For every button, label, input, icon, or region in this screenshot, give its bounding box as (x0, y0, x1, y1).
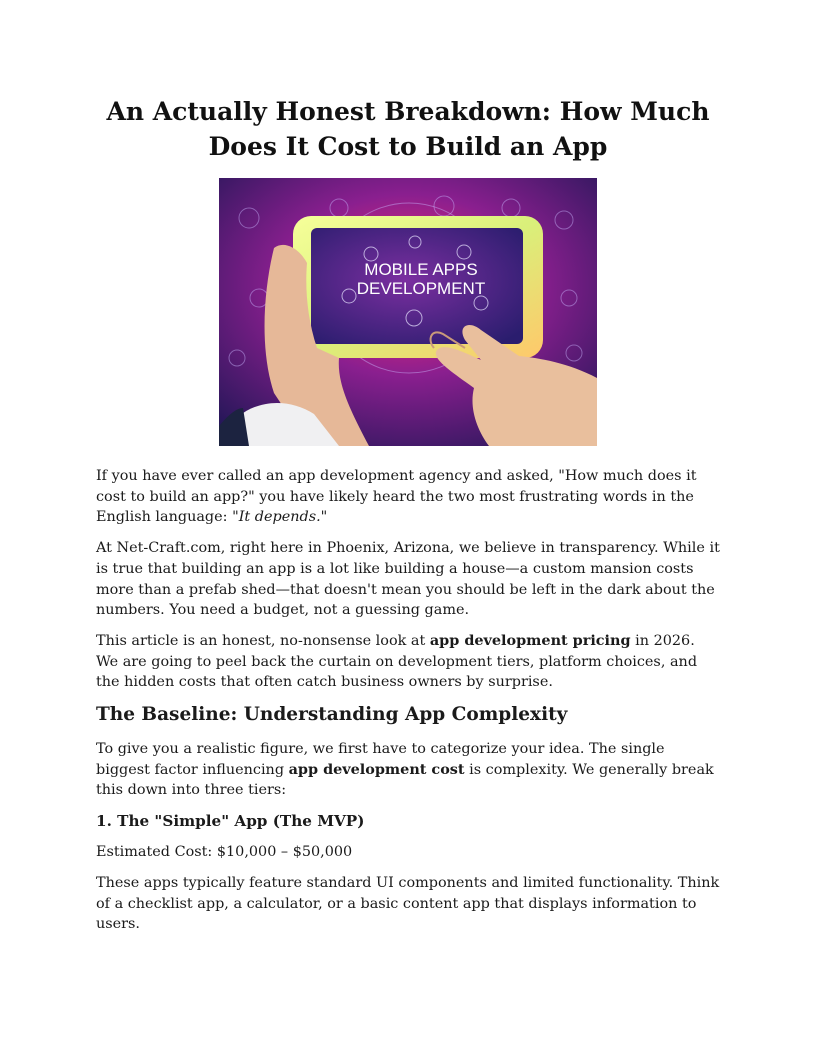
complexity-keyword: app development cost (288, 760, 465, 778)
section-heading: The Baseline: Understanding App Complexity (96, 704, 568, 726)
transparency-paragraph: At Net-Craft.com, right here in Phoenix, Arizona, we believe in transparency. While it is true that building an app is a lot like building a house—a custom mansion costs more than a prefab shed—that doesn't mean you should be left in the dark about the numbers. You need a budget, not a guessing game. (96, 540, 720, 619)
overview-text-after: in 2026. We are going to peel back the curtain on development tiers, platform choices, and the hidden costs that often catch business owners by surprise. (96, 632, 698, 691)
hero-image (219, 178, 597, 446)
hero-caption-line1: MOBILE APPS (364, 260, 478, 279)
intro-paragraph (96, 466, 720, 528)
intro-quote: "It depends." (232, 509, 328, 526)
complexity-text-after: is complexity. We generally break this down into three tiers: (96, 761, 714, 799)
overview-text-before: This article is an honest, no-nonsense look at (96, 632, 430, 649)
article-title: An Actually Honest Breakdown: How Much Does It Cost to Build an App (106, 97, 710, 161)
overview-paragraph (96, 631, 720, 693)
complexity-paragraph (96, 739, 720, 801)
complexity-text-before: To give you a realistic figure, we first have to categorize your idea. The single biggest factor influencing (96, 741, 665, 778)
article-body (96, 94, 720, 945)
tier1-cost: Estimated Cost: $10,000 – $50,000 (96, 844, 353, 861)
intro-text: If you have ever called an app development agency and asked, "How much does it cost to build an app?" you have likely heard the two most frustrating words in the English language: (96, 468, 697, 526)
overview-keyword: app development pricing (429, 631, 631, 649)
hero-caption-line2: DEVELOPMENT (356, 279, 486, 298)
tier1-description: These apps typically feature standard UI components and limited functionality. Think of a checklist app, a calculator, or a basic content app that displays information to users. (96, 874, 720, 933)
tier1-heading: 1. The "Simple" App (The MVP) (96, 812, 365, 831)
